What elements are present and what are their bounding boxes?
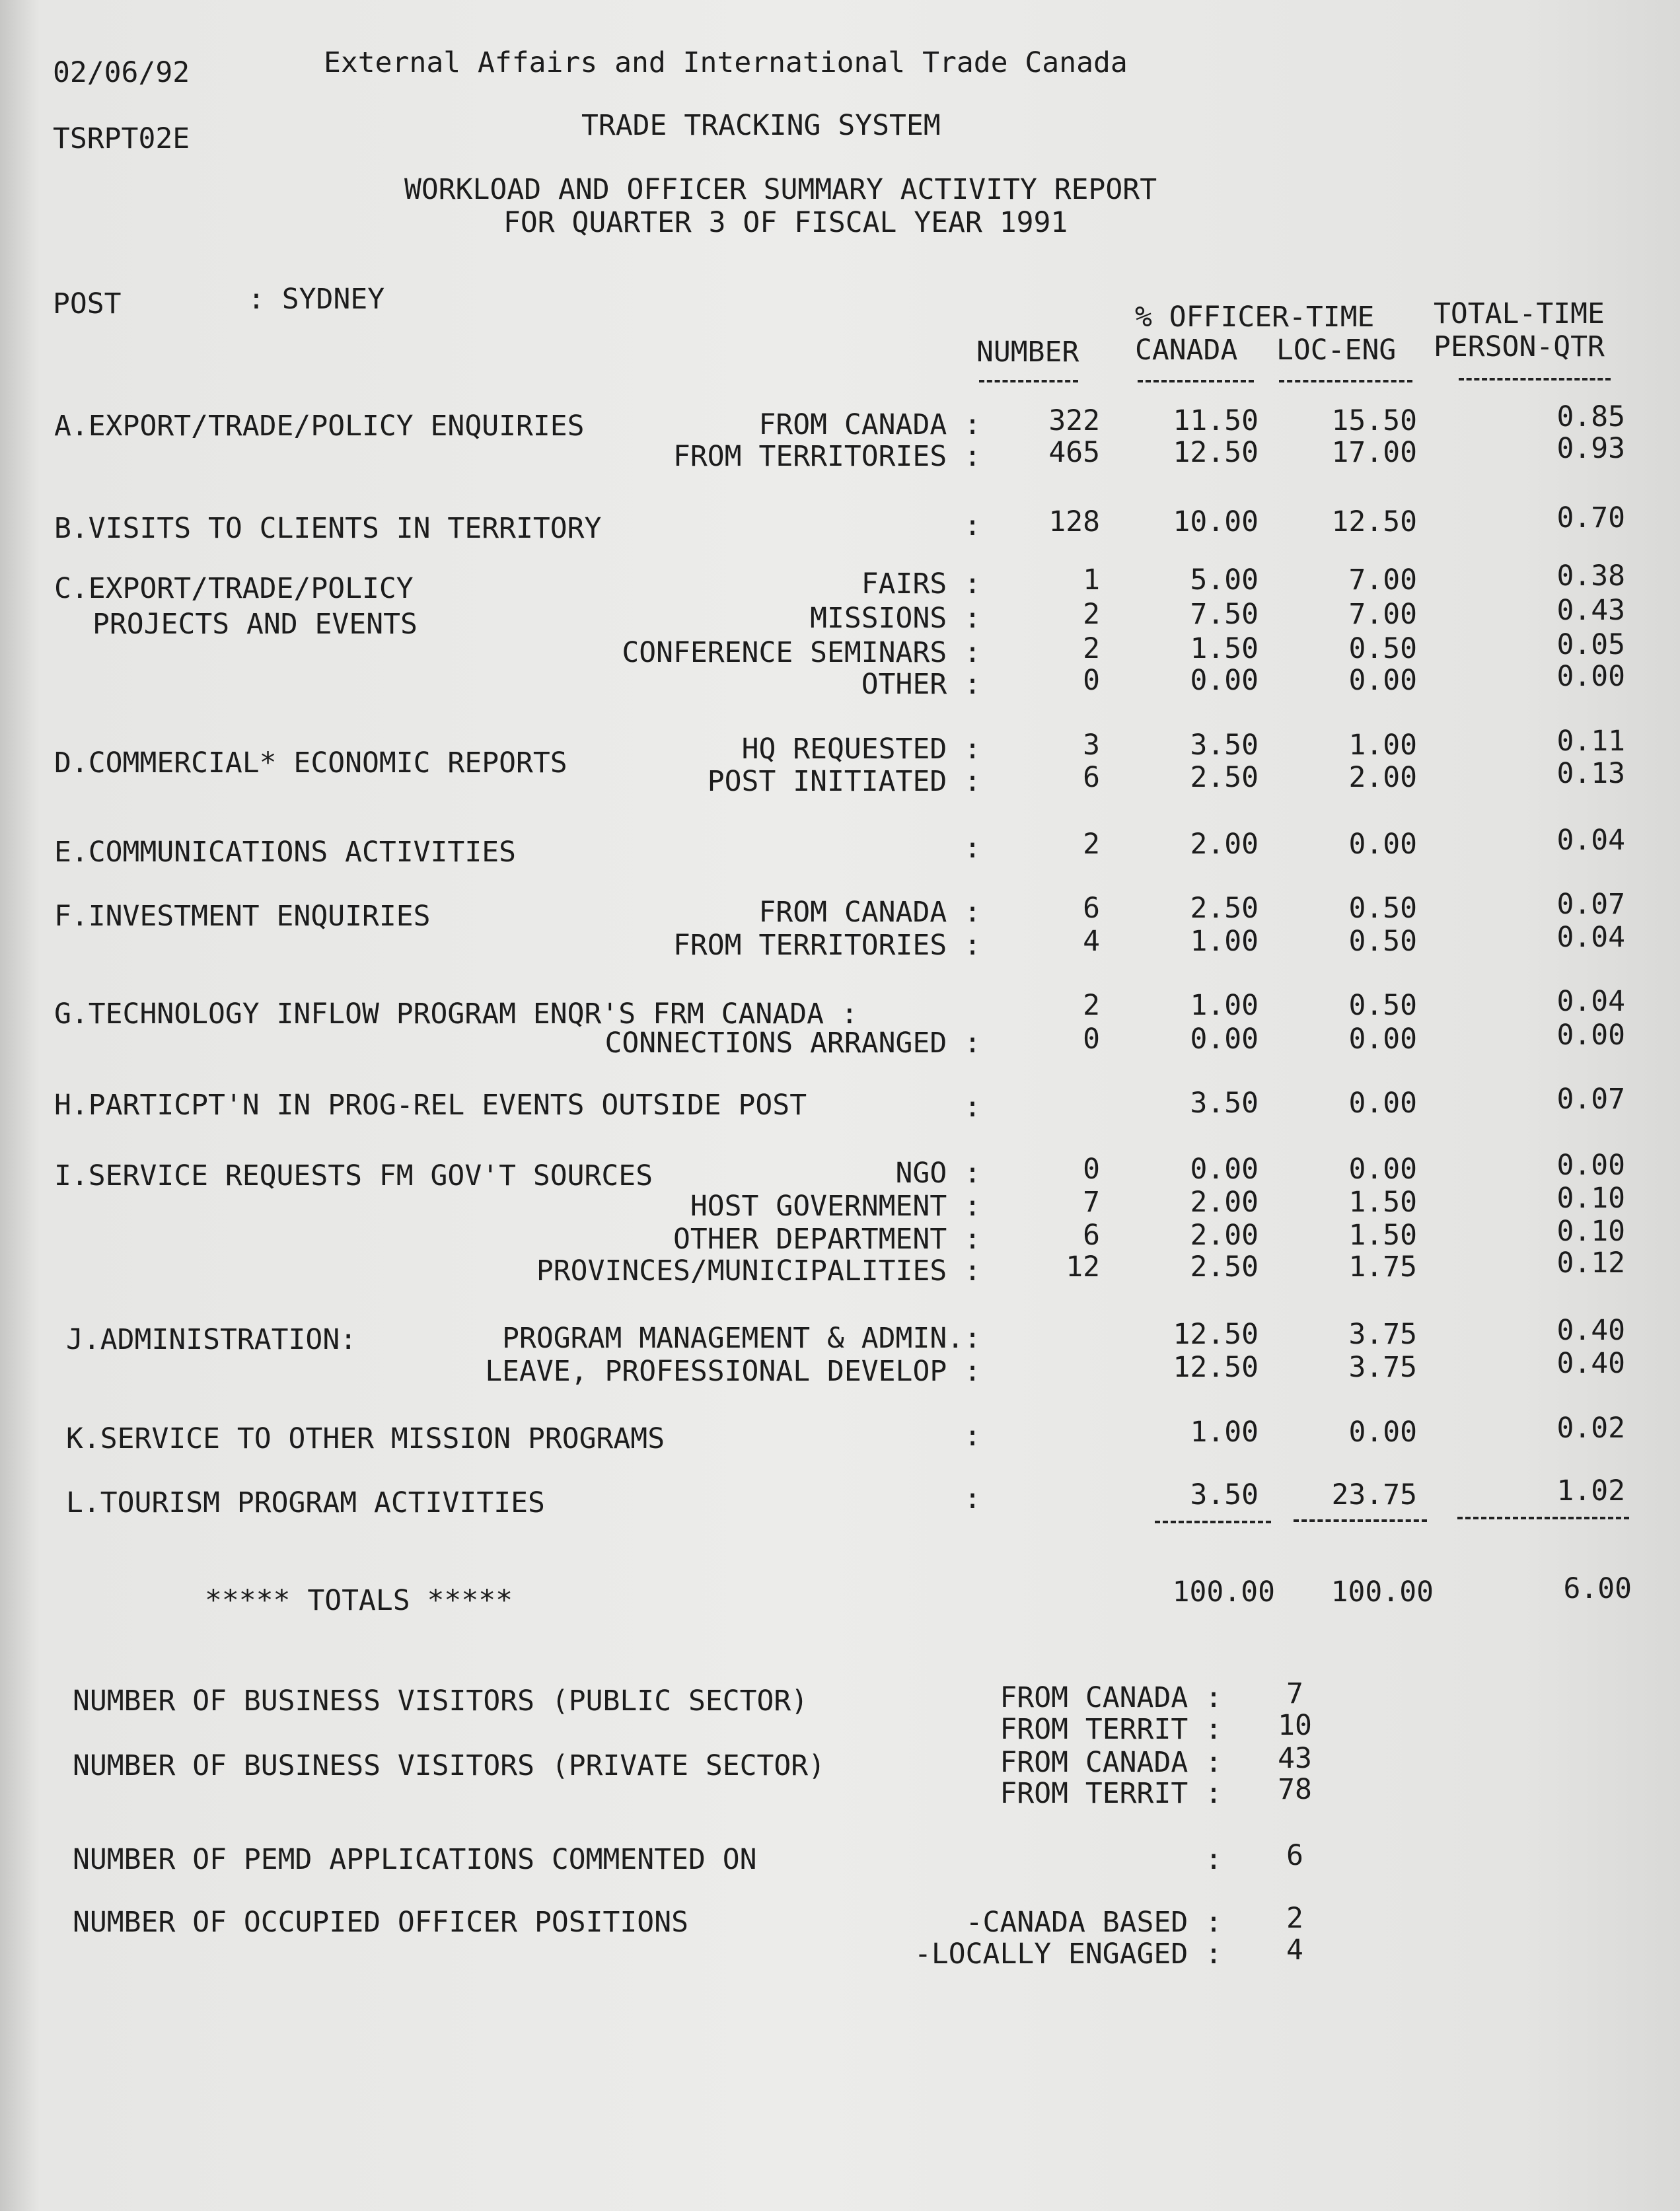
row-label: MISSIONS : xyxy=(810,602,981,635)
system-name: TRADE TRACKING SYSTEM xyxy=(581,109,941,142)
person-qtr-total-rule xyxy=(1457,1517,1629,1519)
row-loc-eng: 0.00 xyxy=(1348,1023,1417,1056)
footer-value: 43 xyxy=(1278,1742,1312,1775)
loc-eng-header-rule xyxy=(1279,380,1412,382)
row-loc-eng: 7.00 xyxy=(1348,563,1417,597)
number-header: NUMBER xyxy=(976,336,1079,369)
footer-value: 10 xyxy=(1278,1709,1312,1742)
row-number: 2 xyxy=(1083,828,1100,861)
section-title: F.INVESTMENT ENQUIRIES xyxy=(54,900,431,933)
section-title: B.VISITS TO CLIENTS IN TERRITORY xyxy=(54,512,602,545)
section-title: L.TOURISM PROGRAM ACTIVITIES xyxy=(66,1486,545,1519)
row-canada: 1.00 xyxy=(1190,925,1259,958)
row-person-qtr: 0.10 xyxy=(1556,1215,1625,1248)
person-qtr-header: PERSON-QTR xyxy=(1434,330,1605,363)
footer-value: 7 xyxy=(1286,1677,1303,1710)
row-person-qtr: 0.05 xyxy=(1556,628,1625,661)
row-label: OTHER : xyxy=(861,668,981,701)
post-value: : SYDNEY xyxy=(248,283,385,316)
footer-label: NUMBER OF PEMD APPLICATIONS COMMENTED ON xyxy=(73,1843,757,1876)
row-number: 0 xyxy=(1083,1153,1100,1186)
footer-sublabel: -CANADA BASED : xyxy=(965,1906,1222,1939)
row-loc-eng: 3.75 xyxy=(1348,1318,1417,1351)
report-title-line1: WORKLOAD AND OFFICER SUMMARY ACTIVITY REPORT xyxy=(404,173,1157,206)
row-label: CONFERENCE SEMINARS : xyxy=(622,636,981,669)
number-header-rule xyxy=(979,380,1078,382)
row-canada: 12.50 xyxy=(1173,1318,1259,1351)
row-label: HQ REQUESTED : xyxy=(741,733,981,766)
footer-sublabel: -LOCALLY ENGAGED : xyxy=(914,1938,1222,1971)
row-label: OTHER DEPARTMENT : xyxy=(673,1223,981,1256)
row-person-qtr: 0.07 xyxy=(1556,888,1625,921)
row-label: PROVINCES/MUNICIPALITIES : xyxy=(536,1254,981,1287)
row-loc-eng: 12.50 xyxy=(1331,505,1417,538)
footer-label: NUMBER OF BUSINESS VISITORS (PRIVATE SECTOR) xyxy=(73,1749,826,1782)
row-person-qtr: 0.38 xyxy=(1556,560,1625,593)
row-canada: 2.00 xyxy=(1190,828,1259,861)
row-loc-eng: 1.50 xyxy=(1348,1219,1417,1252)
row-number: 7 xyxy=(1083,1186,1100,1219)
report-id: TSRPT02E xyxy=(53,122,190,155)
row-canada: 1.00 xyxy=(1190,1416,1259,1449)
row-label: : xyxy=(964,1482,981,1515)
row-person-qtr: 0.00 xyxy=(1556,1149,1625,1182)
row-number: 0 xyxy=(1083,1023,1100,1056)
row-canada: 0.00 xyxy=(1190,1023,1259,1056)
row-number: 0 xyxy=(1083,664,1100,697)
row-loc-eng: 0.00 xyxy=(1348,664,1417,697)
row-canada: 2.50 xyxy=(1190,1250,1259,1284)
row-number: 1 xyxy=(1083,563,1100,597)
row-label: LEAVE, PROFESSIONAL DEVELOP : xyxy=(485,1355,981,1388)
row-person-qtr: 0.00 xyxy=(1556,660,1625,693)
row-loc-eng: 0.50 xyxy=(1348,892,1417,925)
footer-value: 6 xyxy=(1286,1839,1303,1872)
row-loc-eng: 1.50 xyxy=(1348,1186,1417,1219)
officer-time-header: % OFFICER-TIME xyxy=(1135,301,1375,334)
section-title: I.SERVICE REQUESTS FM GOV'T SOURCES xyxy=(54,1159,653,1192)
section-title: C.EXPORT/TRADE/POLICY xyxy=(54,572,414,605)
row-label: HOST GOVERNMENT : xyxy=(690,1190,981,1223)
row-loc-eng: 1.75 xyxy=(1348,1250,1417,1284)
row-loc-eng: 0.00 xyxy=(1348,1416,1417,1449)
row-number: 322 xyxy=(1048,404,1100,437)
row-person-qtr: 0.04 xyxy=(1556,824,1625,857)
row-loc-eng: 0.50 xyxy=(1348,925,1417,958)
row-number: 2 xyxy=(1083,989,1100,1022)
row-canada: 2.50 xyxy=(1190,892,1259,925)
row-number: 6 xyxy=(1083,1219,1100,1252)
row-loc-eng: 15.50 xyxy=(1331,404,1417,437)
footer-sublabel: FROM CANADA : xyxy=(1000,1681,1222,1714)
row-label: FROM TERRITORIES : xyxy=(673,929,981,962)
row-person-qtr: 0.70 xyxy=(1556,501,1625,534)
row-person-qtr: 0.85 xyxy=(1556,400,1625,433)
row-person-qtr: 0.00 xyxy=(1556,1019,1625,1052)
row-person-qtr: 0.93 xyxy=(1556,432,1625,465)
row-label: : xyxy=(964,1091,981,1124)
row-canada: 1.50 xyxy=(1190,632,1259,665)
row-person-qtr: 0.04 xyxy=(1556,921,1625,954)
row-canada: 3.50 xyxy=(1190,729,1259,762)
section-subtitle: PROJECTS AND EVENTS xyxy=(92,608,418,641)
footer-value: 78 xyxy=(1278,1773,1312,1806)
section-title: A.EXPORT/TRADE/POLICY ENQUIRIES xyxy=(54,410,585,443)
section-title: G.TECHNOLOGY INFLOW PROGRAM ENQR'S FRM CANADA : xyxy=(54,997,858,1031)
row-label: FAIRS : xyxy=(861,567,981,600)
totals-person-qtr: 6.00 xyxy=(1563,1572,1632,1605)
row-label: FROM CANADA : xyxy=(758,896,981,929)
row-canada: 2.50 xyxy=(1190,761,1259,794)
row-label: : xyxy=(964,509,981,542)
row-loc-eng: 0.00 xyxy=(1348,828,1417,861)
person-qtr-header-rule xyxy=(1459,378,1611,381)
row-person-qtr: 0.40 xyxy=(1556,1314,1625,1347)
row-number: 4 xyxy=(1083,925,1100,958)
row-loc-eng: 0.50 xyxy=(1348,989,1417,1022)
row-canada: 0.00 xyxy=(1190,1153,1259,1186)
row-label: FROM CANADA : xyxy=(758,408,981,441)
section-title: E.COMMUNICATIONS ACTIVITIES xyxy=(54,836,516,869)
row-person-qtr: 0.04 xyxy=(1556,985,1625,1018)
totals-label: ***** TOTALS ***** xyxy=(205,1584,513,1617)
row-canada: 2.00 xyxy=(1190,1219,1259,1252)
footer-value: 2 xyxy=(1286,1902,1303,1935)
row-canada: 1.00 xyxy=(1190,989,1259,1022)
row-number: 2 xyxy=(1083,598,1100,631)
row-label: CONNECTIONS ARRANGED : xyxy=(604,1027,981,1060)
row-canada: 5.00 xyxy=(1190,563,1259,597)
row-number: 6 xyxy=(1083,761,1100,794)
row-person-qtr: 0.07 xyxy=(1556,1083,1625,1116)
canada-header-rule xyxy=(1138,380,1254,382)
row-person-qtr: 0.13 xyxy=(1556,757,1625,790)
row-loc-eng: 0.00 xyxy=(1348,1087,1417,1120)
row-number: 6 xyxy=(1083,892,1100,925)
footer-label: NUMBER OF BUSINESS VISITORS (PUBLIC SECTOR) xyxy=(73,1685,809,1718)
row-number: 2 xyxy=(1083,632,1100,665)
row-loc-eng: 17.00 xyxy=(1331,436,1417,469)
row-number: 465 xyxy=(1048,436,1100,469)
report-date: 02/06/92 xyxy=(53,56,190,89)
row-label: FROM TERRITORIES : xyxy=(673,440,981,473)
row-person-qtr: 0.02 xyxy=(1556,1412,1625,1445)
row-canada: 3.50 xyxy=(1190,1087,1259,1120)
loc-eng-total-rule xyxy=(1294,1519,1427,1522)
row-loc-eng: 7.00 xyxy=(1348,598,1417,631)
row-canada: 12.50 xyxy=(1173,1351,1259,1384)
totals-loc-eng: 100.00 xyxy=(1331,1576,1434,1609)
row-loc-eng: 3.75 xyxy=(1348,1351,1417,1384)
footer-value: 4 xyxy=(1286,1934,1303,1967)
row-number: 12 xyxy=(1066,1250,1100,1284)
loc-eng-header: LOC-ENG xyxy=(1276,334,1397,367)
row-canada: 7.50 xyxy=(1190,598,1259,631)
row-canada: 3.50 xyxy=(1190,1478,1259,1511)
row-label: PROGRAM MANAGEMENT & ADMIN.: xyxy=(502,1322,981,1355)
row-loc-eng: 2.00 xyxy=(1348,761,1417,794)
row-person-qtr: 0.11 xyxy=(1556,725,1625,758)
row-loc-eng: 1.00 xyxy=(1348,729,1417,762)
section-title: K.SERVICE TO OTHER MISSION PROGRAMS xyxy=(66,1422,665,1455)
section-title: J.ADMINISTRATION: xyxy=(66,1323,357,1356)
totals-canada: 100.00 xyxy=(1172,1576,1275,1609)
report-title-line2: FOR QUARTER 3 OF FISCAL YEAR 1991 xyxy=(503,206,1068,239)
row-canada: 10.00 xyxy=(1173,505,1259,538)
post-label: POST xyxy=(53,287,122,320)
footer-sublabel: : xyxy=(1205,1843,1222,1876)
row-loc-eng: 0.00 xyxy=(1348,1153,1417,1186)
row-person-qtr: 1.02 xyxy=(1556,1474,1625,1507)
total-time-header: TOTAL-TIME xyxy=(1434,297,1605,330)
row-person-qtr: 0.40 xyxy=(1556,1347,1625,1380)
canada-total-rule xyxy=(1155,1521,1271,1523)
row-label: : xyxy=(964,1420,981,1453)
row-loc-eng: 23.75 xyxy=(1331,1478,1417,1511)
row-loc-eng: 0.50 xyxy=(1348,632,1417,665)
section-title: D.COMMERCIAL* ECONOMIC REPORTS xyxy=(54,746,567,779)
row-person-qtr: 0.12 xyxy=(1556,1247,1625,1280)
section-title: H.PARTICPT'N IN PROG-REL EVENTS OUTSIDE POST xyxy=(54,1089,807,1122)
row-canada: 12.50 xyxy=(1173,436,1259,469)
row-label: POST INITIATED : xyxy=(707,765,981,798)
footer-sublabel: FROM CANADA : xyxy=(1000,1746,1222,1779)
footer-sublabel: FROM TERRIT : xyxy=(1000,1713,1222,1746)
row-canada: 0.00 xyxy=(1190,664,1259,697)
row-label: : xyxy=(964,832,981,865)
row-canada: 2.00 xyxy=(1190,1186,1259,1219)
row-number: 3 xyxy=(1083,729,1100,762)
row-label: NGO : xyxy=(895,1157,981,1190)
row-person-qtr: 0.10 xyxy=(1556,1182,1625,1215)
footer-sublabel: FROM TERRIT : xyxy=(1000,1777,1222,1810)
row-person-qtr: 0.43 xyxy=(1556,594,1625,627)
row-number: 128 xyxy=(1048,505,1100,538)
agency-name: External Affairs and International Trade Canada xyxy=(324,46,1128,79)
row-canada: 11.50 xyxy=(1173,404,1259,437)
footer-label: NUMBER OF OCCUPIED OFFICER POSITIONS xyxy=(73,1906,688,1939)
canada-header: CANADA xyxy=(1135,334,1238,367)
